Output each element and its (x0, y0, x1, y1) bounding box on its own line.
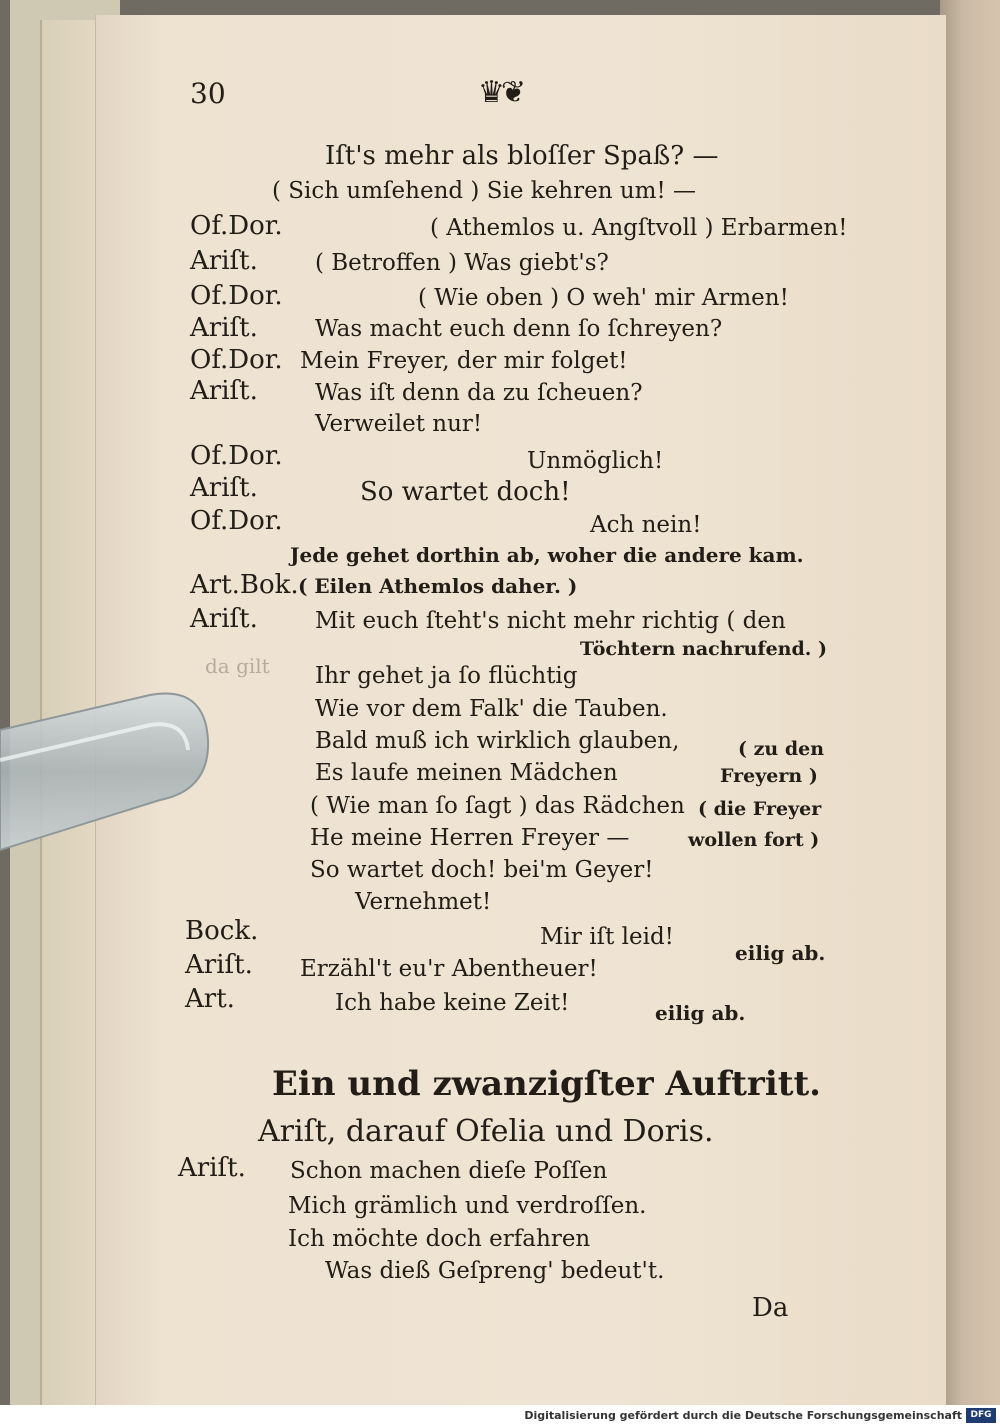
text-line: Was iſt denn da zu ſcheuen? (315, 380, 643, 406)
text-line: Iſt's mehr als bloſſer Spaß? — (325, 141, 719, 171)
speaker: Of.Dor. (190, 211, 283, 241)
speaker: Of.Dor. (190, 506, 283, 536)
footer-credit: Digitalisierung gefördert durch die Deutsche Forschungsgemeinschaft (524, 1409, 962, 1422)
stage-direction: ( Sich umſehend ) Sie kehren um! — (272, 178, 697, 204)
scene-heading: Ein und zwanzigſter Auftritt. (272, 1064, 821, 1104)
stage-direction: ( die Freyer (698, 798, 822, 820)
text-line: Verweilet nur! (315, 411, 483, 437)
text-line: Mein Freyer, der mir folget! (300, 348, 628, 374)
text-line: Erzähl't eu'r Abentheuer! (300, 956, 598, 982)
text-line: Vernehmet! (355, 889, 492, 915)
bleed-through-text: da gilt (205, 654, 270, 678)
speaker: Ariſt. (190, 246, 258, 276)
speaker: Ariſt. (185, 950, 253, 980)
stage-direction: Jede gehet dorthin ab, woher die andere kam. (290, 543, 804, 567)
stage-direction: eilig ab. (735, 941, 826, 965)
stage-direction: ( zu den (738, 738, 825, 760)
speaker: Ariſt. (190, 473, 258, 503)
text-line: So wartet doch! (360, 477, 571, 507)
speaker: Bock. (185, 916, 259, 946)
plastic-page-clip (0, 690, 210, 860)
text-line: Mit euch ſteht's nicht mehr richtig ( den (315, 608, 786, 634)
stage-direction: wollen fort ) (688, 829, 820, 851)
facing-page-edge (940, 0, 1000, 1405)
dfg-logo: DFG (966, 1408, 996, 1423)
speaker: Ariſt. (190, 376, 258, 406)
text-line: ( Wie oben ) O weh' mir Armen! (418, 285, 789, 311)
ornament-icon: ♛❦ (478, 75, 523, 110)
speaker: Of.Dor. (190, 345, 283, 375)
speaker: Ariſt. (190, 604, 258, 634)
text-line: ( Wie man ſo ſagt ) das Rädchen (310, 793, 685, 819)
speaker: Art. (185, 984, 235, 1014)
text-line: Ich möchte doch erfahren (288, 1226, 591, 1252)
text-line: Ihr gehet ja ſo flüchtig (315, 663, 578, 689)
footer-bar (0, 1405, 1000, 1427)
text-line: Was dieß Geſpreng' bedeut't. (325, 1258, 665, 1284)
text-line: Ich habe keine Zeit! (335, 990, 570, 1016)
stage-direction: Freyern ) (720, 765, 818, 787)
scene-cast: Ariſt, darauf Ofelia und Doris. (258, 1114, 714, 1149)
page-number: 30 (190, 77, 226, 110)
text-line: He meine Herren Freyer — (310, 825, 630, 851)
text-line: Schon machen dieſe Poſſen (290, 1158, 608, 1184)
text-line: Mir iſt leid! (540, 924, 674, 950)
text-line: Es laufe meinen Mädchen (315, 760, 618, 786)
text-line: So wartet doch! bei'm Geyer! (310, 857, 654, 883)
stage-direction: ( Eilen Athemlos daher. ) (298, 574, 578, 598)
speaker: Of.Dor. (190, 441, 283, 471)
speaker: Ariſt. (190, 313, 258, 343)
text-line: ( Betroffen ) Was giebt's? (315, 250, 609, 276)
text-line: Mich grämlich und verdroſſen. (288, 1193, 647, 1219)
text-line: ( Athemlos u. Angſtvoll ) Erbarmen! (430, 215, 848, 241)
stage-direction: eilig ab. (655, 1001, 746, 1025)
text-line: Unmöglich! (527, 448, 664, 474)
speaker: Ariſt. (178, 1153, 246, 1183)
speaker: Art.Bok. (190, 570, 299, 600)
catchword: Da (752, 1293, 789, 1323)
text-line: Ach nein! (590, 512, 702, 538)
text-line: Was macht euch denn ſo ſchreyen? (315, 316, 723, 342)
text-line: Bald muß ich wirklich glauben, (315, 728, 680, 754)
speaker: Of.Dor. (190, 281, 283, 311)
text-line: Wie vor dem Falk' die Tauben. (315, 696, 668, 722)
stage-direction: Töchtern nachrufend. ) (580, 638, 827, 660)
